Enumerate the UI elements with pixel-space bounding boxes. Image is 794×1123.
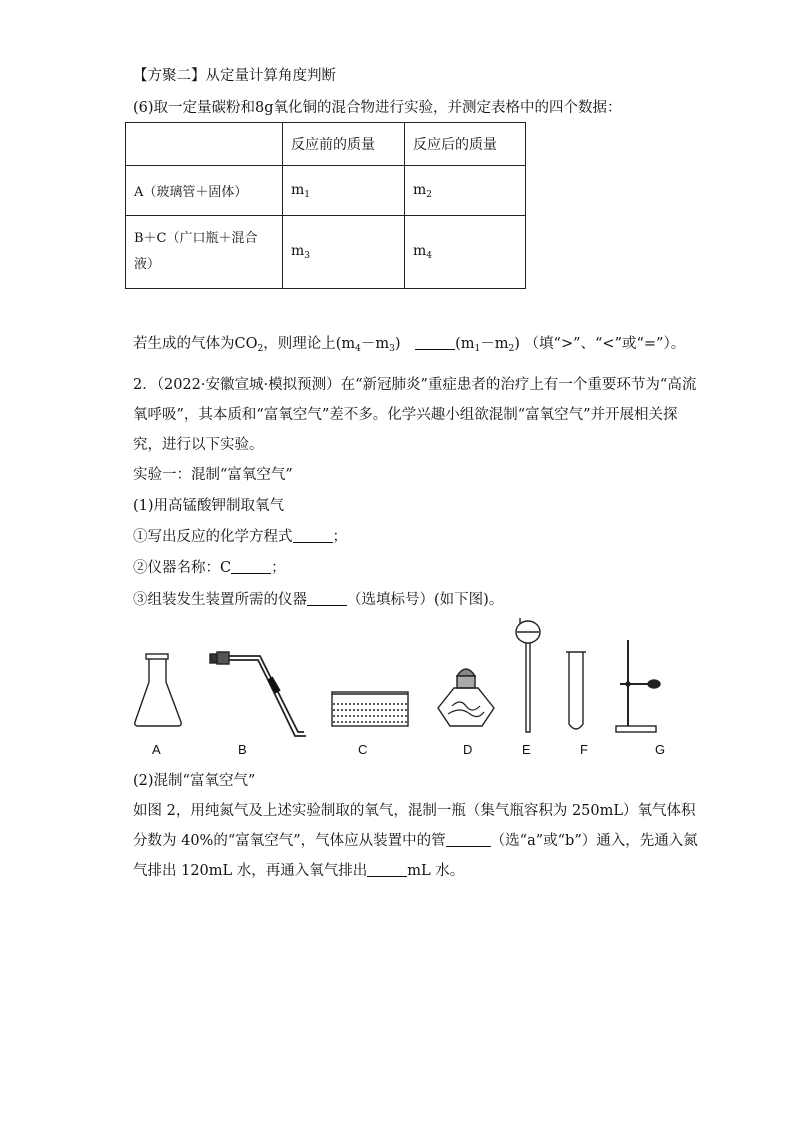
stopper-bent-tube-icon — [210, 652, 306, 736]
apparatus-label: B — [238, 742, 247, 757]
text: ) （填“>”、“<”或“=”）。 — [514, 336, 686, 352]
text: ； — [332, 529, 347, 545]
table-cell — [405, 166, 526, 216]
item-3 — [133, 590, 503, 610]
mass-subscript: 2 — [426, 189, 433, 200]
q2-line2: 氧呼吸”，其本质和“富氧空气”差不多。化学兴趣小组欲混制“富氧空气”并开展相关探 — [133, 407, 678, 423]
label-line: 液） — [134, 257, 161, 272]
table-header-row — [126, 123, 526, 166]
text: ，则理论上(m — [263, 336, 356, 352]
apparatus-label: A — [152, 742, 161, 757]
q6-intro: (6)取一定量碳粉和8g氧化铜的混合物进行实验，并测定表格中的四个数据： — [133, 100, 622, 116]
part-2-title: (2)混制“富氧空气” — [133, 773, 256, 789]
alcohol-lamp-icon — [438, 669, 494, 726]
thistle-funnel-icon — [516, 618, 540, 732]
mass-subscript: 1 — [304, 189, 311, 200]
part-1-title: (1)用高锰酸钾制取氧气 — [133, 498, 285, 514]
item-1 — [133, 527, 347, 547]
table-cell — [283, 166, 405, 216]
apparatus-label: D — [463, 742, 473, 757]
text: mL 水。 — [407, 863, 465, 879]
text: －m — [480, 336, 509, 352]
conical-flask-icon — [135, 654, 181, 726]
label-line: B＋C（广口瓶＋混合 — [134, 231, 258, 246]
experiment-1-title: 实验一：混制“富氧空气” — [133, 467, 293, 483]
subscript: 1 — [474, 344, 481, 354]
text: （选“a”或“b”）通入，先通入氮 — [490, 833, 698, 849]
q2-line1: 2．（2022·安徽宣城·模拟预测）在“新冠肺炎”重症患者的治疗上有一个重要环节为“高流 — [133, 377, 697, 393]
subscript: 2 — [257, 344, 264, 354]
q2-line3: 究，进行以下实验。 — [133, 437, 264, 453]
table-cell-label — [126, 216, 283, 289]
answer-blank[interactable] — [415, 335, 455, 350]
text: ； — [271, 560, 286, 576]
q6-answer-line — [133, 334, 685, 359]
apparatus-label: F — [580, 742, 588, 757]
table-header-cell: 反应前的质量 — [283, 123, 405, 166]
mass-symbol: m — [413, 243, 427, 259]
table-cell-label: A（玻璃管＋固体） — [126, 166, 283, 216]
apparatus-label: C — [358, 742, 368, 757]
text: 若生成的气体为CO — [133, 336, 258, 352]
part-2-line3 — [133, 861, 464, 881]
answer-blank[interactable] — [231, 559, 271, 574]
text: ) — [394, 336, 401, 352]
answer-blank[interactable] — [367, 862, 407, 877]
subscript: 2 — [508, 344, 515, 354]
subscript: 3 — [389, 344, 395, 354]
text: (m — [455, 336, 475, 352]
table-cell — [283, 216, 405, 289]
table-row — [126, 216, 526, 289]
answer-blank[interactable] — [293, 528, 333, 543]
item-2 — [133, 558, 286, 578]
test-tube-icon — [566, 652, 586, 729]
apparatus-label: G — [655, 742, 666, 757]
table-row — [126, 166, 526, 216]
text: ②仪器名称：C — [133, 560, 232, 576]
table-header-cell: 反应后的质量 — [405, 123, 526, 166]
text: ①写出反应的化学方程式 — [133, 529, 293, 545]
mass-subscript: 4 — [426, 251, 433, 261]
mass-table — [125, 122, 526, 289]
text: 分数为 40%的“富氧空气”，气体应从装置中的管 — [133, 833, 446, 849]
part-2-line2 — [133, 831, 698, 851]
apparatus-label: E — [522, 742, 531, 757]
mass-symbol: m — [291, 243, 305, 259]
mass-symbol: m — [413, 181, 427, 198]
text: －m — [360, 336, 390, 352]
table-header-cell — [126, 123, 283, 166]
subscript: 4 — [355, 344, 361, 354]
mass-subscript: 3 — [304, 251, 311, 261]
text: ③组装发生装置所需的仪器 — [133, 592, 307, 608]
apparatus-figure — [120, 610, 700, 740]
table-cell — [405, 216, 526, 289]
text: 气排出 120mL 水，再通入氧气排出 — [133, 863, 368, 879]
text: （选填标号）(如下图)。 — [347, 592, 504, 608]
answer-blank[interactable] — [307, 591, 347, 606]
part-2-line1: 如图 2，用纯氮气及上述实验制取的氧气，混制一瓶（集气瓶容积为 250mL）氧气体积 — [133, 803, 696, 819]
mass-symbol: m — [291, 181, 305, 198]
iron-stand-icon — [616, 640, 660, 732]
water-trough-icon — [332, 692, 408, 726]
answer-blank[interactable] — [446, 832, 491, 847]
section-title: 【方聚二】从定量计算角度判断 — [133, 68, 336, 84]
